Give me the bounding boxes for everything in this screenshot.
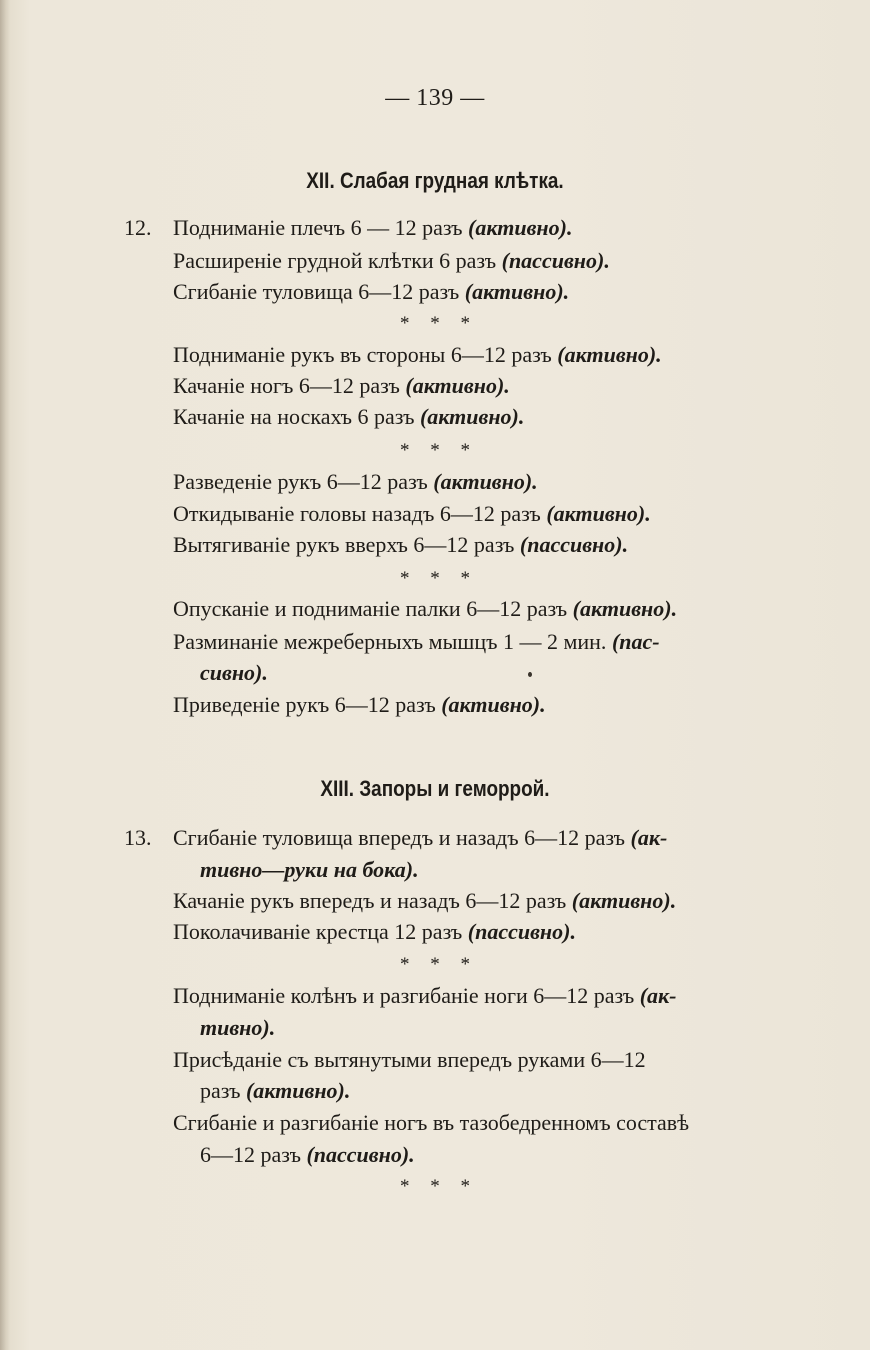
exercise-line: Подниманіе рукъ въ стороны 6—12 разъ (активно).	[173, 342, 662, 367]
exercise-line-continuation: 6—12 разъ (пассивно).	[200, 1142, 415, 1167]
exercise-line: Приведеніе рукъ 6—12 разъ (активно).	[173, 692, 546, 717]
exercise-line: Подниманіе плечъ 6 — 12 разъ (активно).	[173, 215, 573, 240]
exercise-line: Сгибаніе туловища 6—12 разъ (активно).	[173, 279, 570, 304]
exercise-line: Присѣданіе съ вытянутыми впередъ руками 6—12	[173, 1047, 646, 1072]
exercise-line-continuation: сивно).	[200, 660, 268, 685]
page-number: — 139 —	[385, 85, 485, 111]
separator-stars: * * *	[400, 954, 478, 975]
exercise-line: Вытягиваніе рукъ вверхъ 6—12 разъ (пассивно).	[173, 532, 629, 557]
section-13-heading: XIII. Запоры и геморрой.	[320, 776, 550, 801]
section-12-heading: XII. Слабая грудная клѣтка.	[306, 168, 564, 193]
separator-stars: * * *	[400, 440, 478, 461]
separator-stars: * * *	[400, 568, 478, 589]
exercise-line: Откидываніе головы назадъ 6—12 разъ (активно).	[173, 501, 651, 526]
exercise-line-continuation: тивно—руки на бока).	[200, 857, 419, 882]
exercise-line-continuation: тивно).	[200, 1015, 276, 1040]
exercise-line: Качаніе ногъ 6—12 разъ (активно).	[173, 373, 510, 398]
exercise-line: Расширеніе грудной клѣтки 6 разъ (пассивно).	[173, 248, 610, 273]
exercise-line: Сгибаніе и разгибаніе ногъ въ тазобедренномъ составѣ	[173, 1110, 690, 1135]
exercise-line: Опусканіе и подниманіе палки 6—12 разъ (активно).	[173, 596, 678, 621]
exercise-line: Сгибаніе туловища впередъ и назадъ 6—12 разъ (ак-	[173, 825, 668, 850]
exercise-line: Качаніе на носкахъ 6 разъ (активно).	[173, 404, 525, 429]
section-13-number: 13.	[124, 825, 152, 850]
separator-stars: * * *	[400, 1176, 478, 1197]
page-binding-edge	[0, 0, 10, 1350]
separator-stars: * * *	[400, 313, 478, 334]
ink-speck	[528, 672, 532, 677]
exercise-line: Разминаніе межреберныхъ мышцъ 1 — 2 мин. (пас-	[173, 629, 660, 654]
exercise-line: Разведеніе рукъ 6—12 разъ (активно).	[173, 469, 538, 494]
exercise-line-continuation: разъ (активно).	[200, 1078, 351, 1103]
exercise-line: Качаніе рукъ впередъ и назадъ 6—12 разъ (активно).	[173, 888, 677, 913]
section-12-number: 12.	[124, 215, 152, 240]
exercise-line: Подниманіе колѣнъ и разгибаніе ноги 6—12 разъ (ак-	[173, 983, 677, 1008]
exercise-line: Поколачиваніе крестца 12 разъ (пассивно).	[173, 919, 576, 944]
